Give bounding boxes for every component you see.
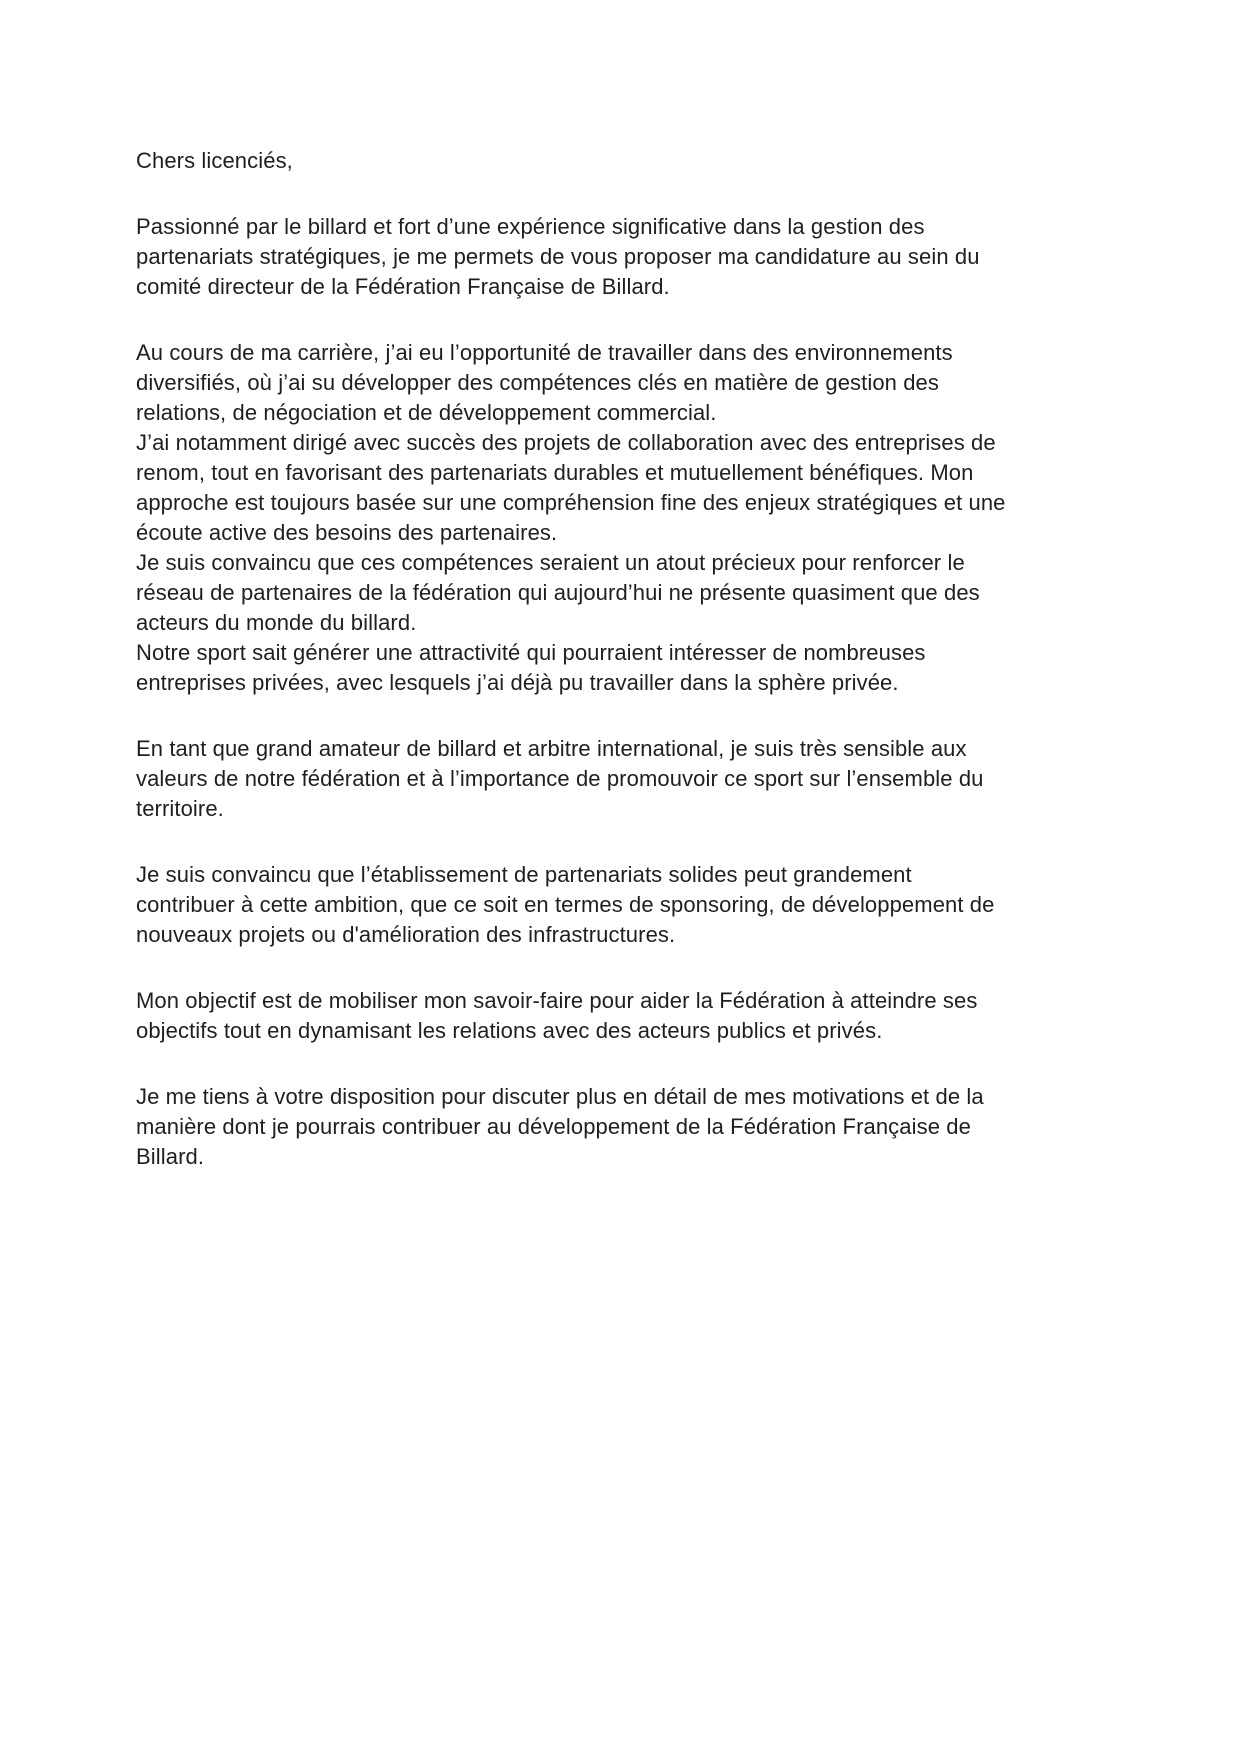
text-line: manière dont je pourrais contribuer au développement de la Fédération Française de [136, 1114, 971, 1139]
text-line: entreprises privées, avec lesquels j’ai déjà pu travailler dans la sphère privée. [136, 670, 899, 695]
text-line: Je suis convaincu que ces compétences seraient un atout précieux pour renforcer le [136, 550, 965, 575]
text-line: réseau de partenaires de la fédération qui aujourd’hui ne présente quasiment que des [136, 580, 980, 605]
text-line: nouveaux projets ou d'amélioration des infrastructures. [136, 922, 676, 947]
paragraph [136, 146, 1111, 176]
text-line: Mon objectif est de mobiliser mon savoir-faire pour aider la Fédération à atteindre ses [136, 988, 978, 1013]
paragraph [136, 734, 1111, 824]
text-line: Au cours de ma carrière, j’ai eu l’opportunité de travailler dans des environnements [136, 340, 953, 365]
text-line: territoire. [136, 796, 224, 821]
text-line: Chers licenciés, [136, 148, 293, 173]
text-line: Billard. [136, 1144, 205, 1169]
text-line: Je me tiens à votre disposition pour discuter plus en détail de mes motivations et de la [136, 1084, 984, 1109]
text-line: renom, tout en favorisant des partenariats durables et mutuellement bénéfiques. Mon [136, 460, 974, 485]
text-line: Je suis convaincu que l’établissement de partenariats solides peut grandement [136, 862, 912, 887]
text-line: relations, de négociation et de développement commercial. [136, 400, 717, 425]
text-line: contribuer à cette ambition, que ce soit en termes de sponsoring, de développement de [136, 892, 995, 917]
text-line: Notre sport sait générer une attractivité qui pourraient intéresser de nombreuses [136, 640, 926, 665]
text-line: acteurs du monde du billard. [136, 610, 417, 635]
text-line: approche est toujours basée sur une compréhension fine des enjeux stratégiques et une [136, 490, 1006, 515]
letter-body [136, 146, 1111, 1172]
text-line: partenariats stratégiques, je me permets de vous proposer ma candidature au sein du [136, 244, 980, 269]
paragraph [136, 212, 1111, 302]
paragraph [136, 986, 1111, 1046]
paragraph [136, 860, 1111, 950]
text-line: écoute active des besoins des partenaires. [136, 520, 558, 545]
text-line: Passionné par le billard et fort d’une expérience significative dans la gestion des [136, 214, 925, 239]
text-line: valeurs de notre fédération et à l’importance de promouvoir ce sport sur l’ensemble du [136, 766, 984, 791]
text-line: objectifs tout en dynamisant les relations avec des acteurs publics et privés. [136, 1018, 883, 1043]
text-line: diversifiés, où j’ai su développer des compétences clés en matière de gestion des [136, 370, 939, 395]
text-line: comité directeur de la Fédération Française de Billard. [136, 274, 670, 299]
paragraph [136, 1082, 1111, 1172]
paragraph [136, 338, 1111, 698]
text-line: J’ai notamment dirigé avec succès des projets de collaboration avec des entreprises de [136, 430, 996, 455]
text-line: En tant que grand amateur de billard et arbitre international, je suis très sensible aux [136, 736, 967, 761]
